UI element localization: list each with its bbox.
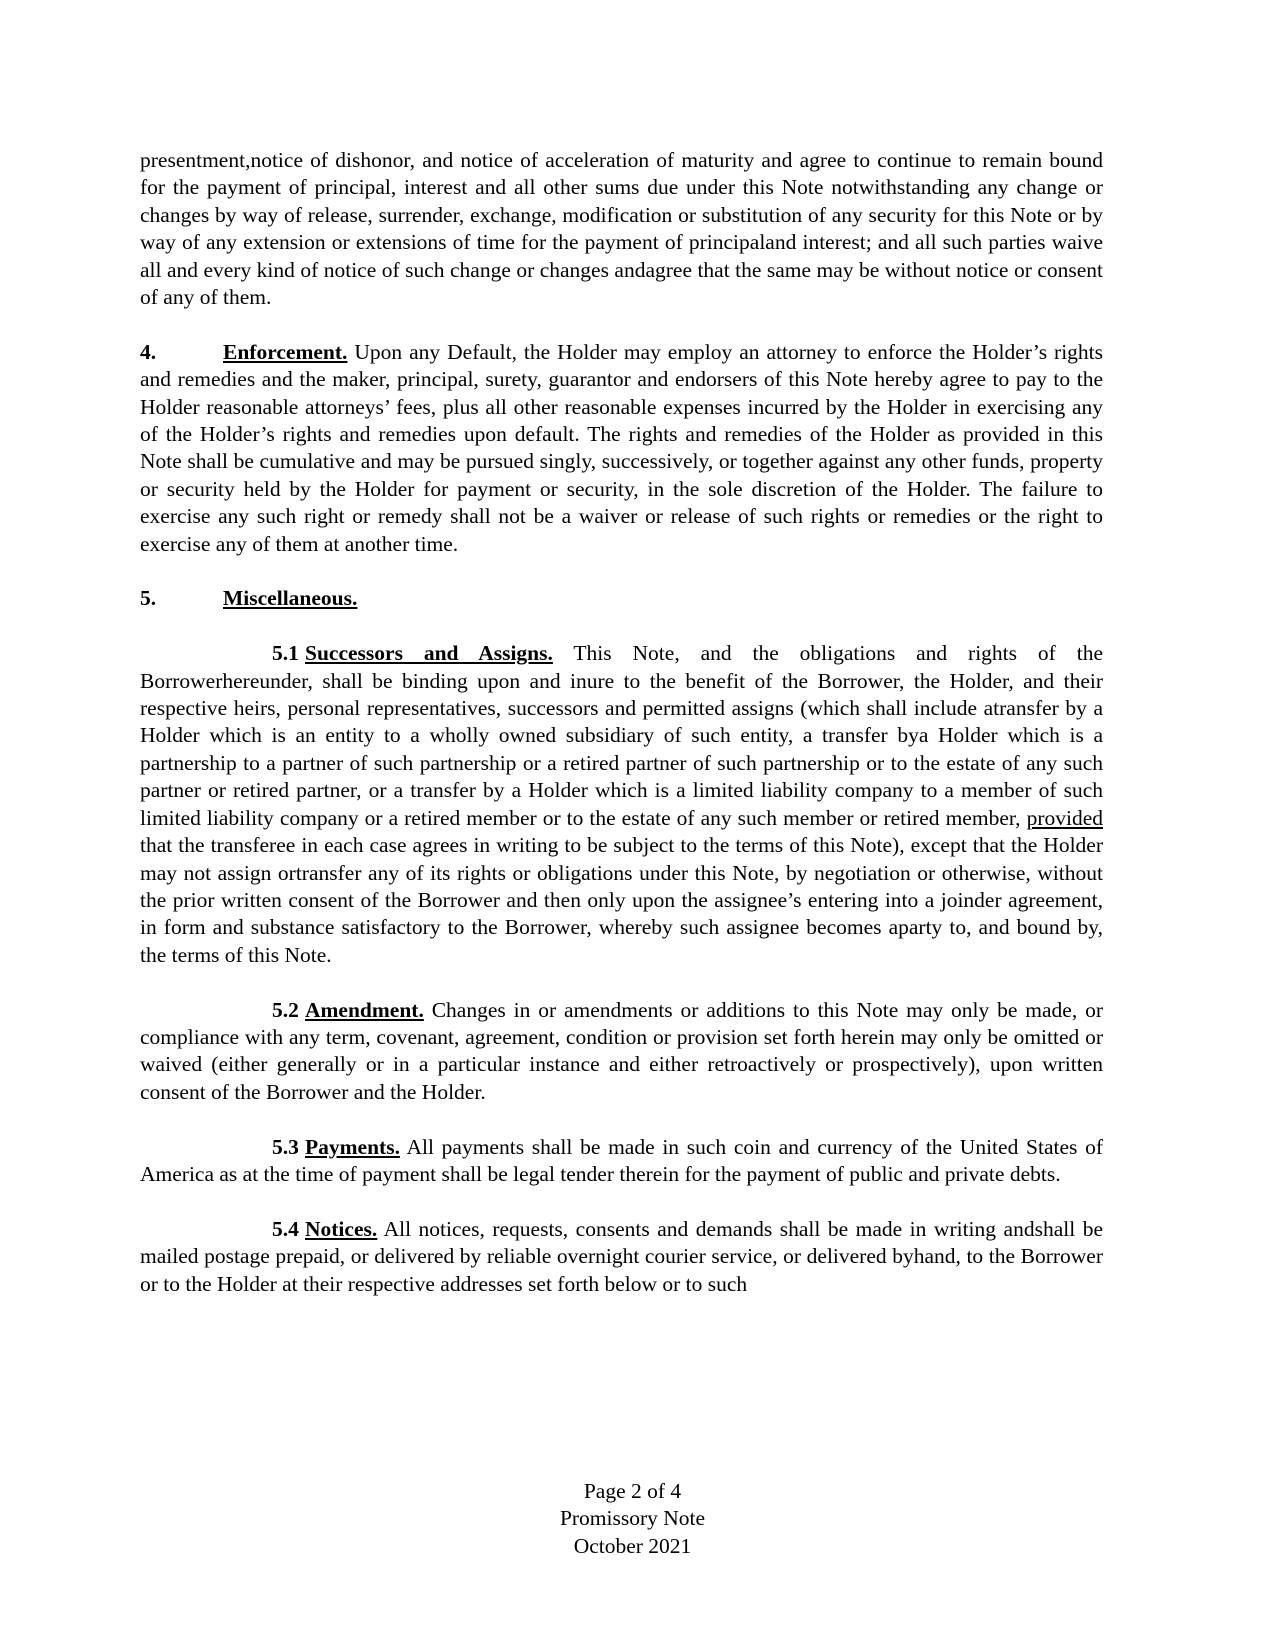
section-5-1-body-part-a: This Note, and the obligations and rights of the Borrowerhereunder, shall be binding upon and inure to the benefit of the Borrower, the Holder, and their respective heirs, personal representatives, successors and permitted assigns (which shall include atransfer by a Holder which is an entity to a wholly owned subsidiary of such entity, a transfer bya Holder which is a partnership to a partner of such partnership or a retired partner of such partnership or to the estate of any such partner or retired partner, or a transfer by a Holder which is a limited liability company to a member of such limited liability company or a retired member or to the estate of any such member or retired member, bbox=[140, 641, 1103, 830]
page-footer bbox=[0, 1478, 1265, 1560]
section-5-4-number: 5.4 bbox=[272, 1216, 299, 1241]
section-5-1-number: 5.1 bbox=[272, 641, 299, 666]
section-4-heading: Enforcement. bbox=[223, 339, 348, 364]
section-5-2-number: 5.2 bbox=[272, 997, 299, 1022]
section-5-number: 5. bbox=[140, 586, 157, 611]
section-5-4-heading: Notices. bbox=[305, 1216, 378, 1241]
section-5-1-body-part-b: that the transferee in each case agrees in writing to be subject to the terms of this Note), except that the Holder may not assign ortransfer any of its rights or obligations under this Note, by negotiation or otherwise, without the prior written consent of the Borrower and then only upon the assignee’s entering into a joinder agreement, in form and substance satisfactory to the Borrower, whereby such assignee becomes aparty to, and bound by, the terms of this Note. bbox=[140, 833, 1103, 967]
section-5-1-heading: Successors and Assigns. bbox=[305, 641, 553, 666]
section-5-4-body: All notices, requests, consents and demands shall be made in writing andshall be mailed postage prepaid, or delivered by reliable overnight courier service, or delivered byhand, to the Borrower or to the Holder at their respective addresses set forth below or to such bbox=[140, 1216, 1103, 1296]
section-5-3-heading: Payments. bbox=[305, 1134, 400, 1159]
footer-date: October 2021 bbox=[573, 1533, 692, 1558]
underlined-word-provided: provided bbox=[1026, 805, 1103, 830]
footer-doc-title: Promissory Note bbox=[559, 1506, 706, 1531]
section-5-1-successors-and-assigns bbox=[140, 640, 1103, 969]
section-5-4-notices bbox=[140, 1216, 1103, 1298]
section-5-2-heading: Amendment. bbox=[305, 997, 424, 1022]
continuation-paragraph: presentment,notice of dishonor, and notice of acceleration of maturity and agree to continue to remain bound for the payment of principal, interest and all other sums due under this Note notwithstanding any change or changes by way of release, surrender, exchange, modification or substitution of any security for this Note or by way of any extension or extensions of time for the payment of principaland interest; and all such parties waive all and every kind of notice of such change or changes andagree that the same may be without notice or consent of any of them. bbox=[140, 148, 1103, 310]
page-content bbox=[140, 147, 1103, 1298]
section-5-3-body: All payments shall be made in such coin and currency of the United States of America as at the time of payment shall be legal tender therein for the payment of public and private debts. bbox=[140, 1134, 1103, 1186]
section-5-3-payments bbox=[140, 1134, 1103, 1189]
section-4-body: Upon any Default, the Holder may employ an attorney to enforce the Holder’s rights and remedies and the maker, principal, surety, guarantor and endorsers of this Note hereby agree to pay to the Holder reasonable attorneys’ fees, plus all other reasonable expenses incurred by the Holder in exercising any of the Holder’s rights and remedies upon default. The rights and remedies of the Holder as provided in this Note shall be cumulative and may be pursued singly, successively, or together against any other funds, property or security held by the Holder for payment or security, in the sole discretion of the Holder. The failure to exercise any such right or remedy shall not be a waiver or release of such rights or remedies or the right to exercise any of them at another time. bbox=[140, 339, 1104, 556]
section-4-number: 4. bbox=[140, 339, 157, 364]
section-5-2-body: Changes in or amendments or additions to this Note may only be made, or compliance with any term, covenant, agreement, condition or provision set forth herein may only be omitted or waived (either generally or in a particular instance and either retroactively or prospectively), upon written consent of the Borrower and the Holder. bbox=[140, 997, 1103, 1104]
section-5-2-amendment bbox=[140, 997, 1103, 1107]
section-4-enforcement bbox=[140, 339, 1103, 558]
section-5-heading: Miscellaneous. bbox=[223, 586, 358, 611]
section-5-miscellaneous bbox=[140, 585, 1103, 612]
section-5-3-number: 5.3 bbox=[272, 1134, 299, 1159]
footer-page-number: Page 2 of 4 bbox=[583, 1479, 682, 1503]
